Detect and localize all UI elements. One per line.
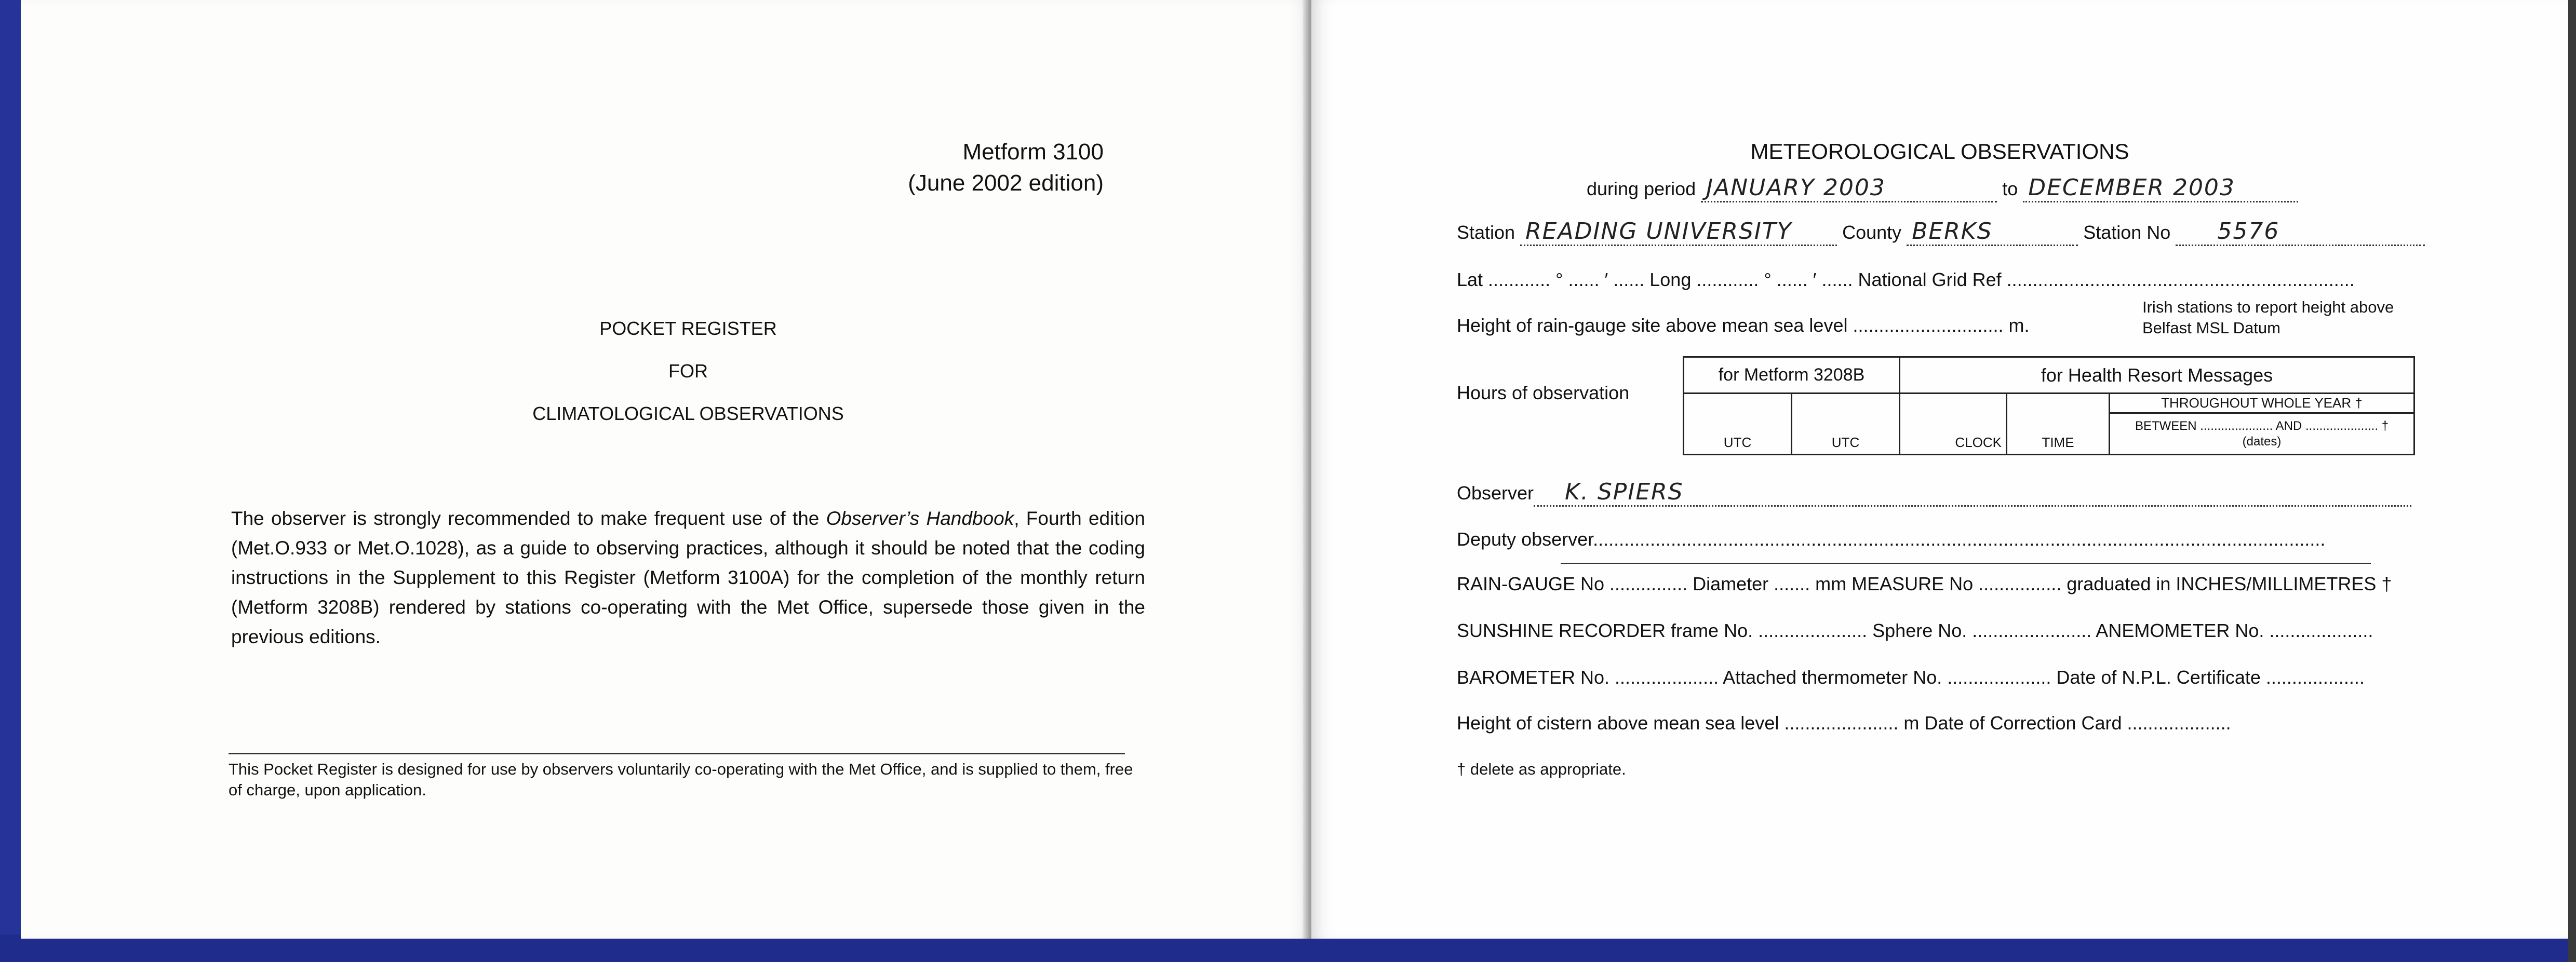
register-title-line1: POCKET REGISTER (599, 318, 777, 339)
cistern-height-row[interactable]: Height of cistern above mean sea level ...................... m Date of Correction Card .................... (1457, 712, 2231, 734)
observer-recommendation-paragraph (231, 504, 1145, 652)
dates-caption: (dates) (2242, 434, 2282, 449)
health-resort-header: for Health Resort Messages (1900, 357, 2414, 394)
hours-of-observation-label: Hours of observation (1457, 382, 1630, 403)
register-title-line3: CLIMATOLOGICAL OBSERVATIONS (532, 403, 844, 424)
county-label: County (1842, 222, 1902, 243)
utc-cell-1[interactable]: UTC (1684, 394, 1792, 455)
metform-3208b-header: for Metform 3208B (1684, 357, 1900, 394)
deputy-observer-row[interactable]: Deputy observer............................................................................................................................................. (1457, 529, 2326, 550)
paragraph-text-pre: The observer is strongly recommended to make frequent use of the (231, 508, 826, 529)
left-page (21, 0, 1311, 939)
deputy-underline (1561, 563, 2371, 564)
observer-row (1457, 479, 2411, 507)
barometer-row[interactable]: BAROMETER No. .................... Attached thermometer No. .................... Date of N.P.L. Certificate ................... (1457, 667, 2365, 688)
form-edition: (June 2002 edition) (908, 170, 1104, 196)
irish-stations-note-line1: Irish stations to report height above (2142, 298, 2394, 316)
register-title-line2: FOR (668, 360, 708, 382)
irish-stations-note-line2: Belfast MSL Datum (2142, 319, 2280, 337)
between-dates-text: BETWEEN ..................... AND ..................... † (2135, 418, 2389, 433)
footnote-divider (229, 753, 1125, 754)
cover-edge-right (2568, 0, 2576, 962)
lat-long-row[interactable]: Lat ............ ° ...... ′ ...... Long ............ ° ...... ′ ...... National Grid Ref ................................................................... (1457, 269, 2355, 290)
station-no-field[interactable]: 5576 (2176, 218, 2425, 246)
period-label: during period (1587, 178, 1696, 199)
cover-edge-left (0, 0, 21, 962)
sunshine-recorder-row[interactable]: SUNSHINE RECORDER frame No. ..................... Sphere No. ....................... ANEMOMETER No. .................... (1457, 620, 2373, 641)
observer-label: Observer (1457, 482, 1534, 504)
period-from-field[interactable]: JANUARY 2003 (1701, 174, 1997, 202)
period-to-field[interactable]: DECEMBER 2003 (2023, 174, 2298, 202)
observer-field[interactable]: K. SPIERS (1534, 479, 2411, 507)
paragraph-text-post: , Fourth edition (Met.O.933 or Met.O.1028), as a guide to observing practices, although it should be noted that the coding instructions in the Supplement to this Register (Metform 3100A) for the completion of the monthly return (Metform 3208B) rendered by stations co-operating with the Met Office, supersede those given in the previous editions. (231, 508, 1146, 647)
throughout-whole-year-cell[interactable]: THROUGHOUT WHOLE YEAR † (2110, 394, 2414, 413)
period-to-label: to (2002, 178, 2018, 199)
station-name-field[interactable]: READING UNIVERSITY (1520, 218, 1837, 246)
rain-gauge-height-row[interactable]: Height of rain-gauge site above mean sea level ............................. m. (1457, 315, 2030, 336)
station-label: Station (1457, 222, 1515, 243)
hours-table (1683, 356, 2415, 455)
county-field[interactable]: BERKS (1907, 218, 2078, 246)
station-no-label: Station No (2083, 222, 2171, 243)
handbook-title: Observer’s Handbook (826, 508, 1014, 529)
utc-cell-2[interactable]: UTC (1792, 394, 1900, 455)
form-number: Metform 3100 (962, 139, 1104, 165)
period-row (1587, 174, 2298, 202)
delete-footnote: † delete as appropriate. (1457, 760, 1626, 778)
right-page (1311, 0, 2568, 939)
observations-heading: METEOROLOGICAL OBSERVATIONS (1750, 139, 2129, 164)
rain-gauge-row[interactable]: RAIN-GAUGE No ............... Diameter ....... mm MEASURE No ................ graduated in INCHES/MILLIMETRES † (1457, 573, 2392, 594)
time-cell[interactable]: TIME (2007, 394, 2110, 455)
clock-cell[interactable]: CLOCK (1900, 394, 2007, 455)
pocket-register-note: This Pocket Register is designed for use by observers voluntarily co-operating with the Met Office, and is supplied to them, free of charge, upon application. (229, 760, 1133, 799)
between-dates-cell[interactable] (2110, 413, 2414, 455)
station-row (1457, 218, 2425, 246)
